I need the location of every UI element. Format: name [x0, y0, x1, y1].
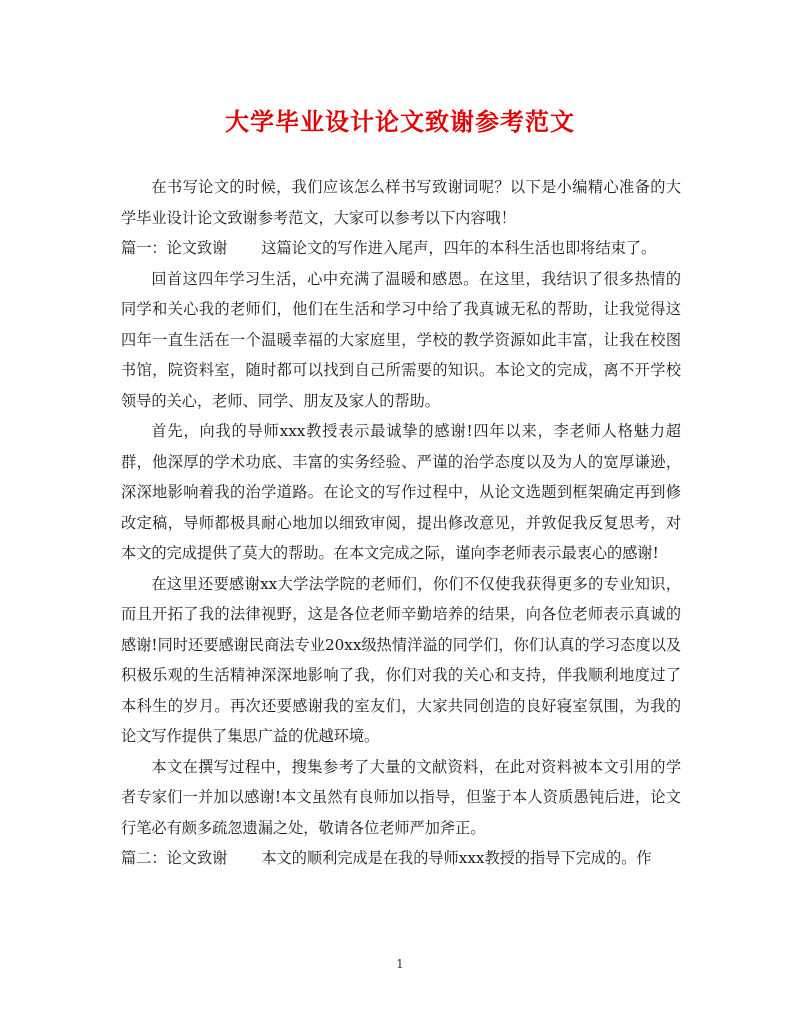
intro-paragraph: 在书写论文的时候，我们应该怎么样书写致谢词呢？以下是小编精心准备的大学毕业设计论文致谢参考范文，大家可以参考以下内容哦！ — [121, 178, 681, 227]
page-number: 1 — [396, 957, 404, 971]
page-title: 大学毕业设计论文致谢参考范文 — [225, 107, 575, 136]
paragraph-advisor: 首先，向我的导师xxx教授表示最诚挚的感谢!四年以来，李老师人格魅力超群，他深厚的学术功底、丰富的实务经验、严谨的治学态度以及为人的宽厚谦逊，深深地影响着我的治学道路。在论文的写作过程中，从论文选题到框架确定再到修改定稿，导师都极具耐心地加以细致审阅，提出修改意见，并敦促我反复思考，对本文的完成提供了莫大的帮助。在本文完成之际，谨向李老师表示最衷心的感谢! — [121, 422, 681, 562]
section-one-lead: 这篇论文的写作进入尾声，四年的本科生活也即将结束了。 — [261, 239, 657, 257]
paragraph-references: 本文在撰写过程中，搜集参考了大量的文献资料，在此对资料被本文引用的学者专家们一并加以感谢!本文虽然有良师加以指导，但鉴于本人资质愚钝后进，论文行笔必有颇多疏忽遗漏之处，敬请各位老师严加斧正。 — [121, 757, 681, 837]
paragraph-faculty: 在这里还要感谢xx大学法学院的老师们，你们不仅使我获得更多的专业知识，而且开拓了我的法律视野，这是各位老师辛勤培养的结果，向各位老师表示真诚的感谢!同时还要感谢民商法专业20xx级热情洋溢的同学们，你们认真的学习态度以及积极乐观的生活精神深深地影响了我，你们对我的关心和支持，伴我顺利地度过了本科生的岁月。再次还要感谢我的室友们，大家共同创造的良好寝室氛围，为我的论文写作提供了集思广益的优越环境。 — [121, 574, 681, 745]
paragraph-reflection: 回首这四年学习生活，心中充满了温暖和感恩。在这里，我结识了很多热情的同学和关心我的老师们，他们在生活和学习中给了我真诚无私的帮助，让我觉得这四年一直生活在一个温暖幸福的大家庭里，学校的教学资源如此丰富，让我在校图书馆，院资料室，随时都可以找到自己所需要的知识。本论文的完成，离不开学校领导的关心，老师、同学、朋友及家人的帮助。 — [121, 269, 681, 410]
section-two-lead: 本文的顺利完成是在我的导师xxx教授的指导下完成的。作 — [261, 849, 652, 867]
document-body — [121, 172, 681, 874]
section-two-heading: 篇二：论文致谢 — [121, 849, 228, 867]
section-two — [121, 843, 681, 874]
section-one — [121, 233, 681, 264]
section-one-heading: 篇一：论文致谢 — [121, 239, 228, 257]
